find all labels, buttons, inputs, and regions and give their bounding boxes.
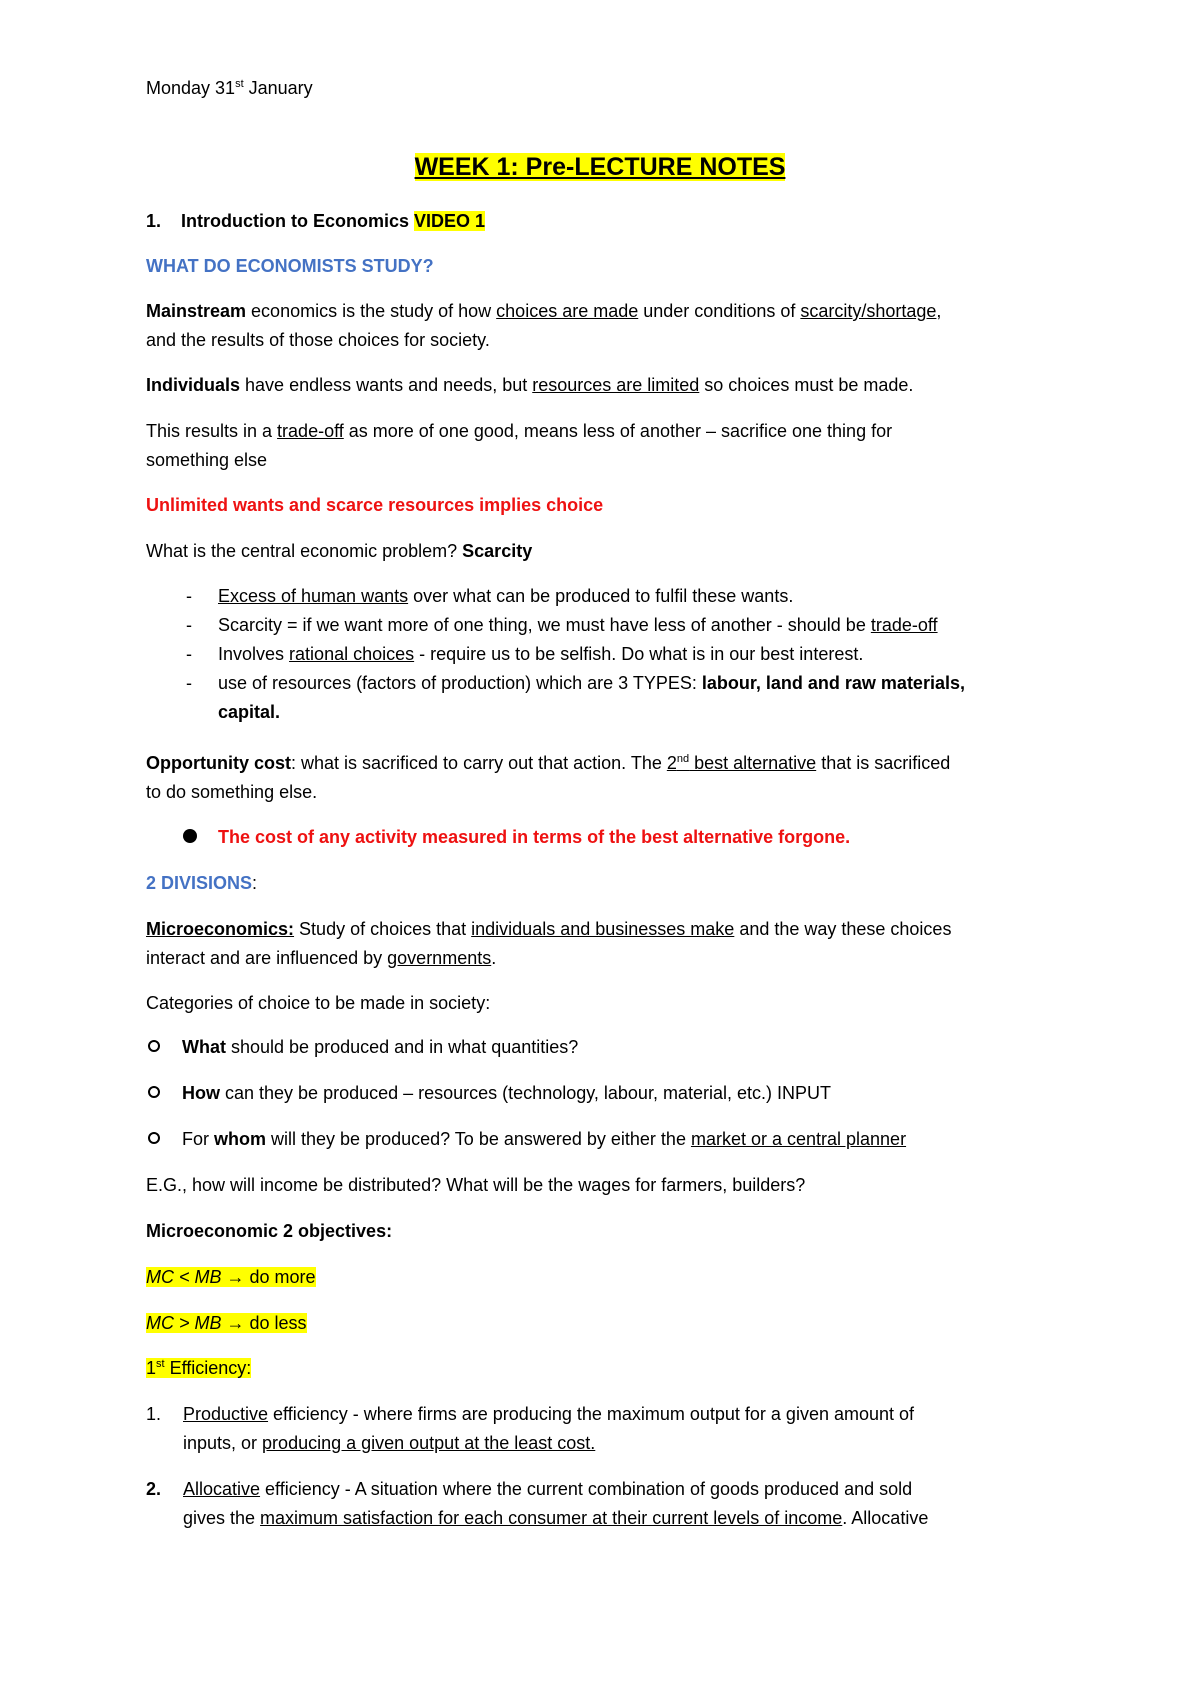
efficiency-heading: 1st Efficiency:	[146, 1358, 252, 1378]
bullet-icon	[183, 829, 197, 843]
central-problem: What is the central economic problem? Scarcity	[146, 541, 533, 561]
section-heading: 1. Introduction to Economics VIDEO 1	[146, 211, 486, 231]
circle-bullet-icon	[148, 1132, 160, 1144]
list-item-cont: gives the maximum satisfaction for each consumer at their current levels of income. Allocative	[183, 1508, 929, 1528]
list-item-cont: capital.	[218, 702, 281, 722]
paragraph-mainstream: Mainstream economics is the study of how choices are made under conditions of scarcity/shortage,	[146, 301, 942, 321]
list-item: Excess of human wants over what can be produced to fulfil these wants.	[218, 586, 794, 606]
dash-marker: -	[186, 615, 192, 635]
list-item: Involves rational choices - require us to be selfish. Do what is in our best interest.	[218, 644, 864, 664]
categories-intro: Categories of choice to be made in society:	[146, 993, 491, 1013]
list-item: How can they be produced – resources (technology, labour, material, etc.) INPUT	[182, 1083, 831, 1103]
date-header: Monday 31st January	[146, 78, 313, 98]
mc-do-more: MC < MB → do more	[146, 1267, 316, 1287]
dash-marker: -	[186, 644, 192, 664]
bullet-statement: The cost of any activity measured in terms of the best alternative forgone.	[218, 827, 851, 847]
paragraph-opportunity-cost-cont: to do something else.	[146, 782, 318, 802]
dash-marker: -	[186, 586, 192, 606]
paragraph-tradeoff-cont: something else	[146, 450, 268, 470]
video-label: VIDEO 1	[414, 211, 486, 231]
list-number: 2.	[146, 1479, 162, 1499]
dash-marker: -	[186, 673, 192, 693]
mc-do-less: MC > MB → do less	[146, 1313, 307, 1333]
paragraph-mainstream-cont: and the results of those choices for society.	[146, 330, 490, 350]
paragraph-microeconomics: Microeconomics: Study of choices that individuals and businesses make and the way these choices	[146, 919, 952, 939]
list-item: What should be produced and in what quantities?	[182, 1037, 579, 1057]
paragraph-opportunity-cost: Opportunity cost: what is sacrificed to carry out that action. The 2nd best alternative that is sacrificed	[146, 753, 951, 773]
list-item-cont: inputs, or producing a given output at the least cost.	[183, 1433, 596, 1453]
list-item: Productive efficiency - where firms are producing the maximum output for a given amount of	[183, 1404, 915, 1424]
example-line: E.G., how will income be distributed? What will be the wages for farmers, builders?	[146, 1175, 806, 1195]
highlight-statement: Unlimited wants and scarce resources implies choice	[146, 495, 604, 515]
paragraph-microeconomics-cont: interact and are influenced by governments.	[146, 948, 497, 968]
circle-bullet-icon	[148, 1040, 160, 1052]
paragraph-individuals: Individuals have endless wants and needs, but resources are limited so choices must be made.	[146, 375, 914, 395]
list-item: For whom will they be produced? To be answered by either the market or a central planner	[182, 1129, 907, 1149]
divisions-heading: 2 DIVISIONS:	[146, 873, 258, 893]
page-title: WEEK 1: Pre-LECTURE NOTES	[414, 153, 786, 181]
list-item: use of resources (factors of production) which are 3 TYPES: labour, land and raw materials,	[218, 673, 965, 693]
list-item: Allocative efficiency - A situation where the current combination of goods produced and sold	[183, 1479, 913, 1499]
circle-bullet-icon	[148, 1086, 160, 1098]
question-heading: WHAT DO ECONOMISTS STUDY?	[146, 256, 434, 276]
list-item: Scarcity = if we want more of one thing, we must have less of another - should be trade-off	[218, 615, 938, 635]
paragraph-tradeoff: This results in a trade-off as more of one good, means less of another – sacrifice one thing for	[146, 421, 893, 441]
objectives-heading: Microeconomic 2 objectives:	[146, 1221, 393, 1241]
list-number: 1.	[146, 1404, 162, 1424]
